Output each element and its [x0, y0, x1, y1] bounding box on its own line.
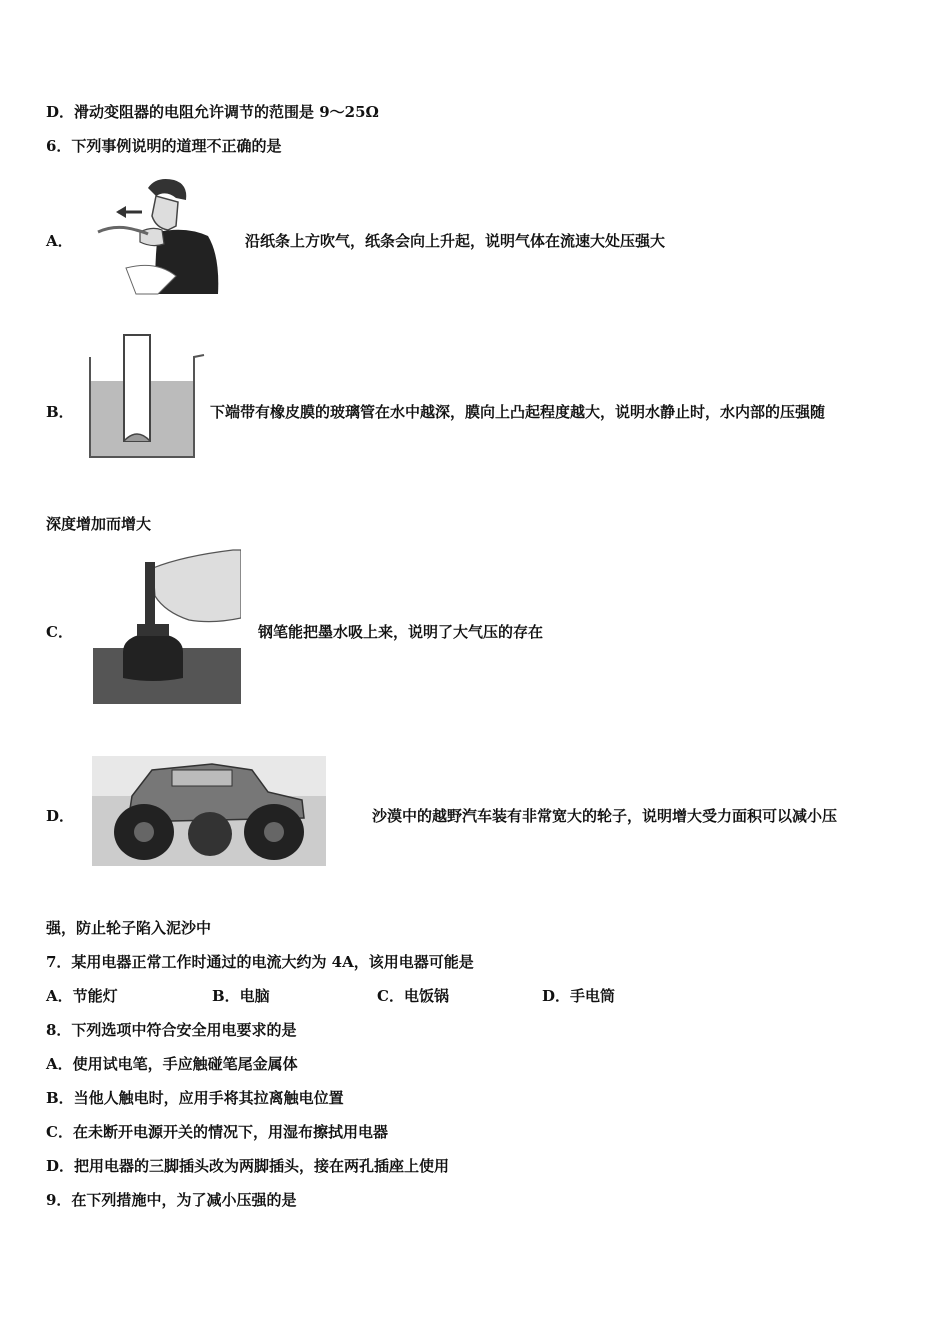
q8-option-b: B．当他人触电时，应用手将其拉离触电位置: [46, 1089, 344, 1107]
beaker-glass-tube-image: [86, 333, 206, 461]
q7-choice-b: B．电脑: [212, 987, 270, 1005]
q6-stem: 6．下列事例说明的道理不正确的是: [46, 137, 282, 155]
q7-choice-a: A．节能灯: [46, 987, 118, 1005]
q8-option-a: A．使用试电笔，手应触碰笔尾金属体: [46, 1055, 298, 1073]
boy-blowing-paper-image: [96, 176, 220, 296]
q6-option-a-label: A．: [46, 232, 73, 250]
q8-stem: 8．下列选项中符合安全用电要求的是: [46, 1021, 297, 1039]
q7-choice-d: D．手电筒: [542, 987, 616, 1005]
q5-option-d: D．滑动变阻器的电阻允许调节的范围是 9～25Ω: [46, 103, 379, 121]
fountain-pen-ink-image: [93, 548, 241, 704]
q8-option-d: D．把用电器的三脚插头改为两脚插头，接在两孔插座上使用: [46, 1157, 450, 1175]
q8-option-c: C．在未断开电源开关的情况下，用湿布擦拭用电器: [46, 1123, 388, 1141]
q6-option-c-label: C．: [46, 623, 73, 641]
q6-option-b-text: 下端带有橡皮膜的玻璃管在水中越深，膜向上凸起程度越大，说明水静止时，水内部的压强随: [210, 403, 826, 421]
q9-stem: 9．在下列措施中，为了减小压强的是: [46, 1191, 297, 1209]
q7-stem: 7．某用电器正常工作时通过的电流大约为 4A，该用电器可能是: [46, 953, 474, 971]
q7-choice-c: C．电饭锅: [377, 987, 449, 1005]
q6-option-c-text: 钢笔能把墨水吸上来，说明了大气压的存在: [258, 623, 544, 641]
q6-option-d-text: 沙漠中的越野汽车装有非常宽大的轮子，说明增大受力面积可以减小压: [372, 807, 838, 825]
off-road-car-image: [92, 756, 326, 866]
q6-option-a-text: 沿纸条上方吹气，纸条会向上升起，说明气体在流速大处压强大: [245, 232, 666, 250]
q6-option-d-continuation: 强，防止轮子陷入泥沙中: [46, 919, 212, 937]
q6-option-b-continuation: 深度增加而增大: [46, 515, 152, 533]
q6-option-b-label: B．: [46, 403, 74, 421]
q6-option-d-label: D．: [46, 807, 75, 825]
